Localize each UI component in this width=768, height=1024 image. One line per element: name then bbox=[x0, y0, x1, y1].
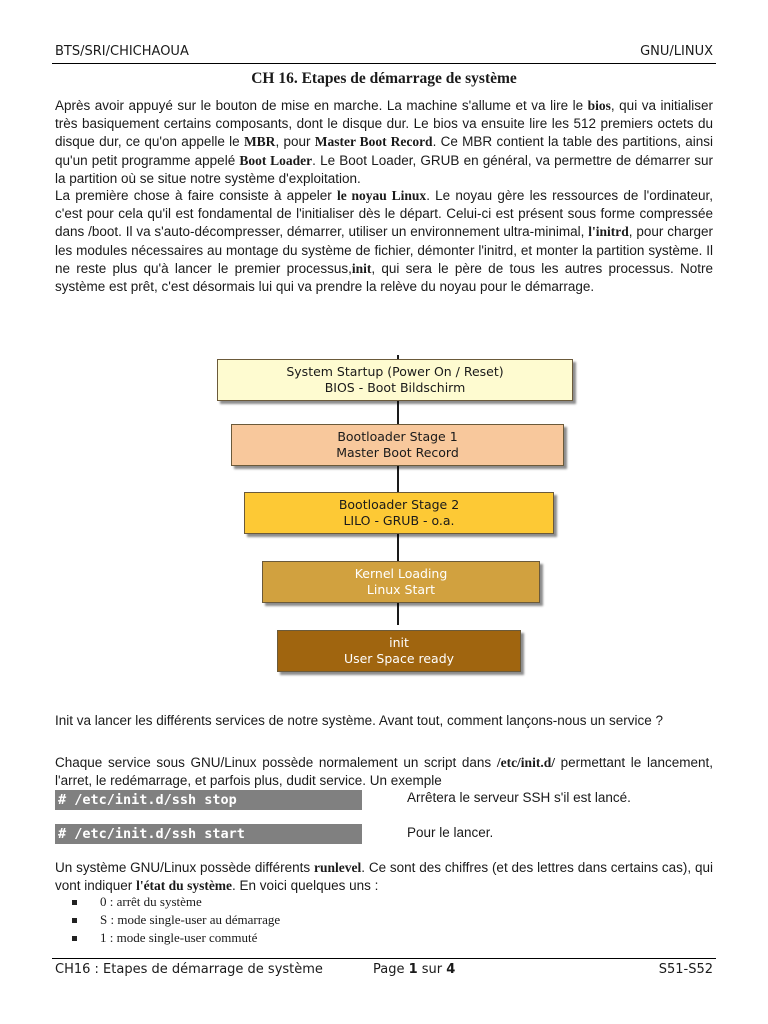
footer-session: S51-S52 bbox=[658, 962, 713, 977]
header-right: GNU/LINUX bbox=[640, 44, 713, 59]
stage-bootloader-1 bbox=[231, 424, 564, 466]
services-paragraph: Chaque service sous GNU/Linux possède normalement un script dans /etc/init.d/ permettant le lancement, l'arret, le redémarrage, et parfois plus, dudit service. Un exemple bbox=[55, 755, 713, 789]
header-rule bbox=[52, 63, 716, 64]
list-item: 0 : arrêt du système bbox=[72, 893, 280, 911]
stage-subtitle: BIOS - Boot Bildschirm bbox=[324, 380, 466, 395]
stage-subtitle: User Space ready bbox=[343, 651, 455, 666]
stage-subtitle: Master Boot Record bbox=[336, 445, 459, 460]
stage-bootloader-2 bbox=[244, 492, 554, 534]
boot-flow-diagram bbox=[0, 330, 768, 690]
bold-term: /etc/init.d/ bbox=[496, 755, 555, 770]
bold-term: l'initrd bbox=[588, 224, 629, 240]
kernel-paragraph: La première chose à faire consiste à appeler le noyau Linux. Le noyau gère les ressources de l'ordinateur, c'est pour cela qu'il est fondamental de l'initialiser dès le départ. Celui-ci est présent sous forme compressée dans /boot. Il va s'auto-décompresser, démarrer, utiliser un environnement ultra-minimal, l'initrd, pour charger les modules nécessaires au montage du système de fichier, démonter l'initrd, et monter la partition système. Il ne reste plus qu'à lancer le premier processus,init, qui sera le père de tous les autres processus. Notre système est prêt, c'est désormais lui qui va prendre la relève du noyau pour le démarrage. bbox=[55, 188, 714, 295]
stage-title: Kernel Loading bbox=[354, 566, 448, 581]
intro-paragraph: Après avoir appuyé sur le bouton de mise en marche. La machine s'allume et va lire le bios, qui va initialiser très basiquement certains composants, dont le disque dur. Le bios va ensuite lire les 512 premiers octets du disque dur, ce qu'on appelle le MBR, pour Master Boot Record. Ce MBR contient la table des partitions, ainsi qu'un petit programme appelé Boot Loader. Le Boot Loader, GRUB en général, va permettre de démarrer sur la partition où se situe notre système d'exploitation. bbox=[55, 98, 713, 186]
stage-system-startup bbox=[217, 359, 573, 401]
runlevel-list bbox=[72, 893, 280, 947]
list-item: 1 : mode single-user commuté bbox=[72, 929, 280, 947]
stage-title: Bootloader Stage 1 bbox=[337, 429, 458, 444]
stage-title: init bbox=[389, 635, 409, 650]
stage-subtitle: Linux Start bbox=[366, 582, 436, 597]
header-left: BTS/SRI/CHICHAOUA bbox=[55, 44, 189, 59]
stage-title: Bootloader Stage 2 bbox=[338, 497, 460, 512]
stage-init bbox=[277, 630, 521, 672]
bold-term: init bbox=[351, 260, 372, 276]
stage-kernel-loading bbox=[262, 561, 540, 603]
bold-term: l'état du système bbox=[136, 878, 233, 894]
services-question: Init va lancer les différents services de notre système. Avant tout, comment lançons-nous un service ? bbox=[55, 713, 664, 728]
command-ssh-start-note: Pour le lancer. bbox=[407, 825, 494, 840]
command-ssh-stop: # /etc/init.d/ssh stop bbox=[55, 790, 362, 810]
footer-chapter: CH16 : Etapes de démarrage de système bbox=[55, 962, 323, 977]
bold-term: runlevel bbox=[314, 860, 362, 875]
list-item: S : mode single-user au démarrage bbox=[72, 911, 280, 929]
bold-term: Master Boot Record bbox=[314, 134, 433, 150]
command-ssh-stop-note: Arrêtera le serveur SSH s'il est lancé. bbox=[407, 790, 631, 805]
bold-term: le noyau Linux bbox=[336, 188, 427, 203]
footer-page-number: Page 1 sur 4 bbox=[373, 962, 456, 977]
page-title: CH 16. Etapes de démarrage de système bbox=[251, 70, 517, 87]
bold-term: Boot Loader bbox=[239, 152, 313, 168]
stage-subtitle: LILO - GRUB - o.a. bbox=[343, 513, 455, 528]
bold-term: MBR bbox=[243, 134, 276, 150]
command-ssh-start: # /etc/init.d/ssh start bbox=[55, 824, 362, 844]
runlevel-paragraph: Un système GNU/Linux possède différents runlevel. Ce sont des chiffres (et des lettres dans certains cas), qui vont indiquer l'état du système. En voici quelques uns : bbox=[55, 860, 713, 894]
footer-rule bbox=[52, 958, 716, 959]
bold-term: bios bbox=[587, 98, 611, 113]
stage-title: System Startup (Power On / Reset) bbox=[286, 364, 504, 379]
